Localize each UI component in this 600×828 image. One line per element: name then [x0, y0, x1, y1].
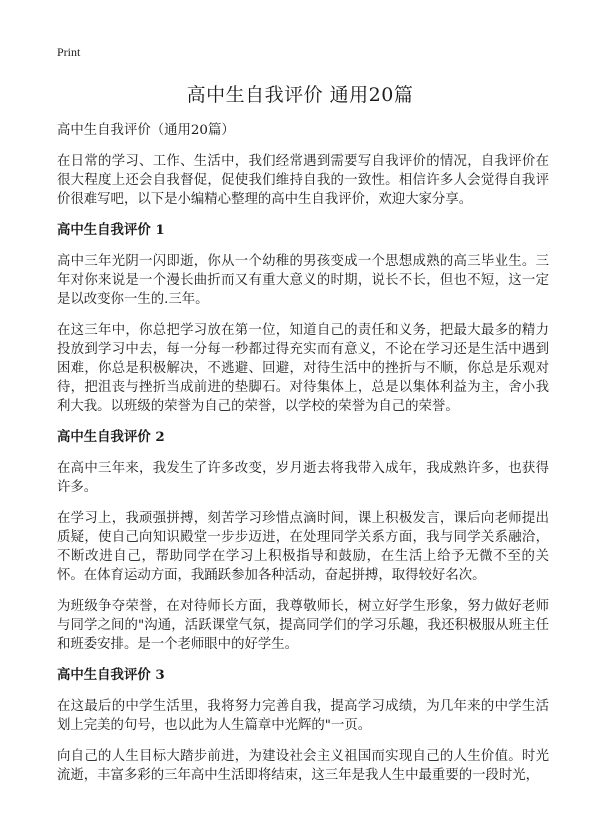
print-link[interactable]: Print	[57, 45, 81, 59]
paragraph: 向自己的人生目标大踏步前进，为建设社会主义祖国而实现自己的人生价值。时光流逝，丰富多彩的三年高中生活即将结束，这三年是我人生中最重要的一段时光，	[57, 749, 549, 783]
paragraph: 在高中三年来，我发生了许多改变，岁月逝去将我带入成年，我成熟许多，也获得许多。	[57, 461, 549, 495]
document-body	[57, 121, 549, 797]
paragraph: 高中三年光阴一闪即逝，你从一个幼稚的男孩变成一个思想成熟的高三毕业生。三年对你来说是一个漫长曲折而又有重大意义的时期，说长不长，但也不短，这一定是以改变你一生的.三年。	[57, 254, 549, 307]
section-heading: 高中生自我评价 2	[57, 429, 165, 445]
section-heading: 高中生自我评价 1	[57, 222, 165, 238]
intro-paragraph: 在日常的学习、工作、生活中，我们经常遇到需要写自我评价的情况，自我评价在很大程度上还会自我督促，促使我们维持自我的一致性。相信许多人会觉得自我评价很难写吧，以下是小编精心整理的高中生自我评价，欢迎大家分享。	[57, 154, 549, 207]
document-subtitle: 高中生自我评价（通用20篇）	[57, 123, 235, 138]
paragraph: 为班级争夺荣誉，在对待师长方面，我尊敬师长，树立好学生形象，努力做好老师与同学之间的"沟通，活跃课堂气氛，提高同学们的学习乐趣，我还积极服从班主任和班委安排。是一个老师眼中的好学生。	[57, 599, 549, 652]
section-heading: 高中生自我评价 3	[57, 667, 165, 683]
document-title: 高中生自我评价 通用20篇	[186, 84, 414, 106]
paragraph: 在学习上，我顽强拼搏，刻苦学习珍惜点滴时间，课上积极发言，课后向老师提出质疑，使自己向知识殿堂一步步迈进，在处理同学关系方面，我与同学关系融洽，不断改进自己，帮助同学在学习上积极指导和鼓励，在生活上给予无微不至的关怀。在体育运动方面，我踊跃参加各种活动，奋起拼搏，取得较好名次。	[57, 511, 549, 583]
paragraph: 在这最后的中学生活里，我将努力完善自我，提高学习成绩，为几年来的中学生活划上完美的句号，也以此为人生篇章中光辉的"一页。	[57, 699, 549, 733]
paragraph: 在这三年中，你总把学习放在第一位，知道自己的责任和义务，把最大最多的精力投放到学习中去，每一分每一秒都过得充实而有意义，不论在学习还是生活中遇到困难，你总是积极解决，不逃避、回避，对待生活中的挫折与不顺，你总是乐观对待，把沮丧与挫折当成前进的垫脚石。对待集体上，总是以集体利益为主，舍小我利大我。以班级的荣誉为自己的荣誉，以学校的荣誉为自己的荣誉。	[57, 323, 549, 414]
